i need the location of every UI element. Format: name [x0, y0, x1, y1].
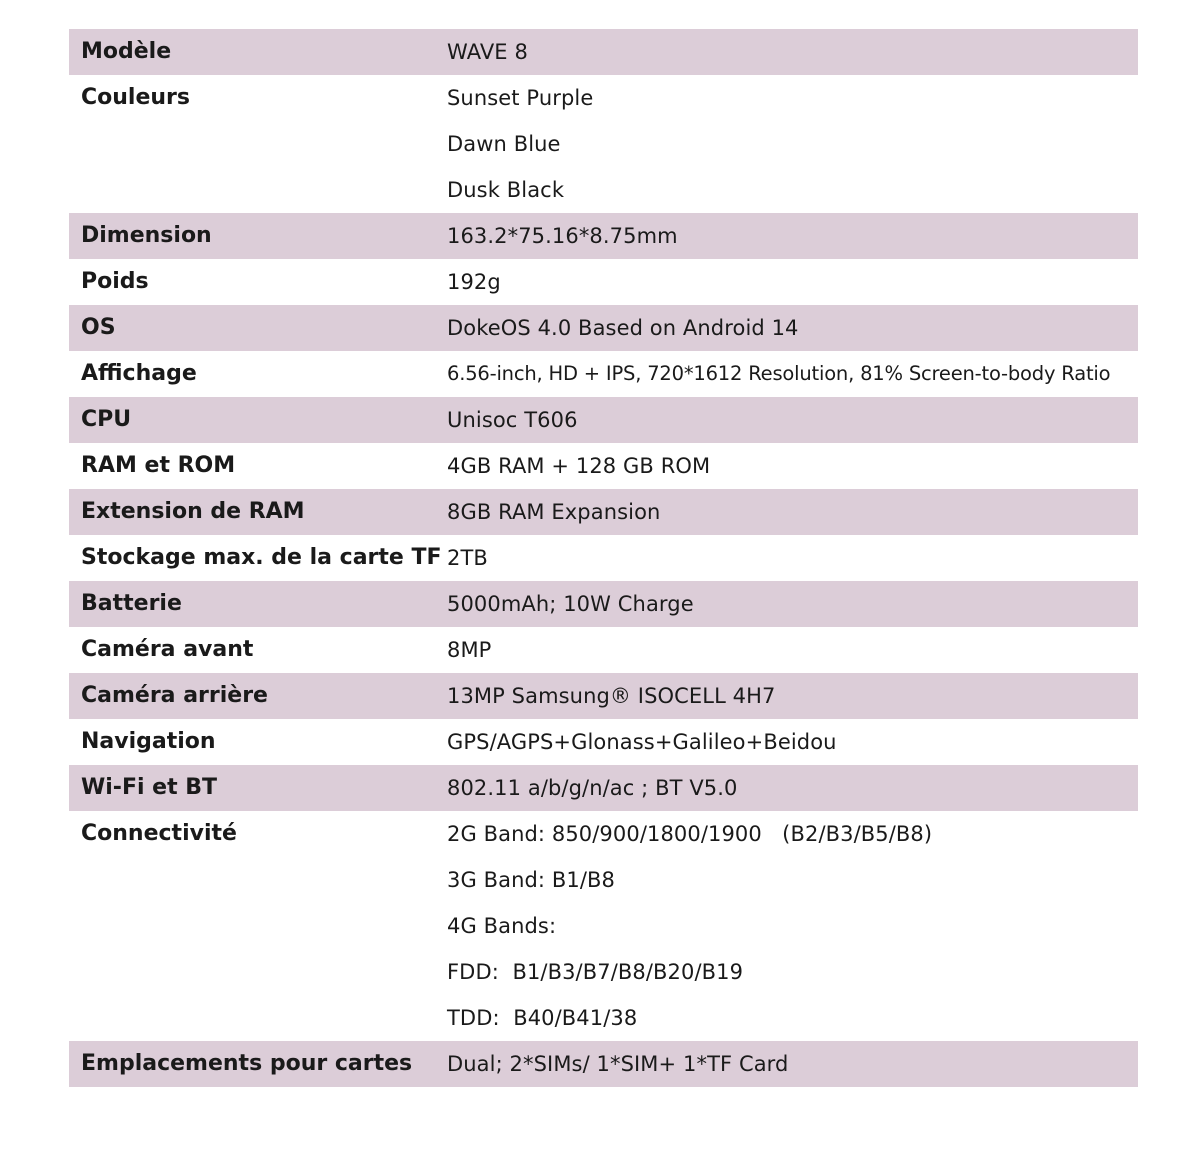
spec-row: [69, 581, 1138, 627]
spec-row: [69, 627, 1138, 673]
spec-row: [69, 489, 1138, 535]
spec-label: Affichage: [81, 361, 197, 386]
spec-values: [447, 443, 1138, 489]
spec-value: 163.2*75.16*8.75mm: [447, 224, 678, 248]
spec-value: 8MP: [447, 638, 492, 662]
spec-value: Sunset Purple: [447, 86, 594, 110]
spec-values: [447, 397, 1138, 443]
spec-value: Dual; 2*SIMs/ 1*SIM+ 1*TF Card: [447, 1052, 789, 1076]
spec-value: 2TB: [447, 546, 488, 570]
spec-label: CPU: [81, 407, 132, 432]
spec-label: Modèle: [81, 39, 172, 64]
spec-row: [69, 535, 1138, 581]
spec-value: 5000mAh; 10W Charge: [447, 592, 694, 616]
spec-values: [447, 765, 1138, 811]
spec-value: 8GB RAM Expansion: [447, 500, 661, 524]
spec-row: [69, 765, 1138, 811]
spec-value: 3G Band: B1/B8: [447, 868, 615, 892]
spec-label: Emplacements pour cartes: [81, 1051, 413, 1076]
spec-value: 192g: [447, 270, 501, 294]
spec-value: GPS/AGPS+Glonass+Galileo+Beidou: [447, 730, 837, 754]
spec-value: 2G Band: 850/900/1800/1900 (B2/B3/B5/B8): [447, 822, 933, 846]
spec-values: [447, 673, 1138, 719]
spec-values: [447, 489, 1138, 535]
spec-row: [69, 397, 1138, 443]
spec-label: Couleurs: [81, 85, 190, 110]
spec-table: [69, 29, 1138, 1087]
spec-label: Caméra arrière: [81, 683, 268, 708]
spec-values: [447, 811, 1138, 1041]
spec-values: [447, 627, 1138, 673]
spec-value: Dawn Blue: [447, 132, 561, 156]
spec-row: [69, 811, 1138, 1041]
spec-label: Extension de RAM: [81, 499, 305, 524]
spec-values: [447, 259, 1138, 305]
spec-values: [447, 535, 1138, 581]
spec-row: [69, 719, 1138, 765]
spec-row: [69, 673, 1138, 719]
spec-value: Unisoc T606: [447, 408, 578, 432]
spec-row: [69, 75, 1138, 213]
spec-label: Stockage max. de la carte TF: [81, 545, 442, 570]
spec-row: [69, 305, 1138, 351]
spec-values: [447, 213, 1138, 259]
spec-values: [447, 305, 1138, 351]
spec-value: 4GB RAM + 128 GB ROM: [447, 454, 711, 478]
spec-value: 4G Bands:: [447, 914, 557, 938]
spec-values: [447, 1041, 1138, 1087]
spec-label: OS: [81, 315, 116, 340]
spec-values: [447, 351, 1138, 397]
spec-value: 6.56-inch, HD + IPS, 720*1612 Resolution, 81% Screen-to-body Ratio: [447, 362, 1111, 385]
spec-values: [447, 29, 1138, 75]
spec-row: [69, 1041, 1138, 1087]
spec-label: Navigation: [81, 729, 216, 754]
spec-label: Batterie: [81, 591, 182, 616]
spec-value: Dusk Black: [447, 178, 565, 202]
spec-label: Wi-Fi et BT: [81, 775, 218, 800]
spec-row: [69, 351, 1138, 397]
spec-values: [447, 719, 1138, 765]
spec-value: DokeOS 4.0 Based on Android 14: [447, 316, 799, 340]
spec-label: RAM et ROM: [81, 453, 236, 478]
spec-value: 13MP Samsung® ISOCELL 4H7: [447, 684, 776, 708]
spec-label: Poids: [81, 269, 149, 294]
spec-value: WAVE 8: [447, 40, 528, 64]
spec-label: Connectivité: [81, 821, 237, 846]
spec-value: 802.11 a/b/g/n/ac ; BT V5.0: [447, 776, 738, 800]
spec-values: [447, 581, 1138, 627]
spec-values: [447, 75, 1138, 213]
spec-row: [69, 259, 1138, 305]
spec-row: [69, 29, 1138, 75]
spec-row: [69, 443, 1138, 489]
spec-label: Caméra avant: [81, 637, 254, 662]
spec-value: TDD: B40/B41/38: [447, 1006, 638, 1030]
spec-value: FDD: B1/B3/B7/B8/B20/B19: [447, 960, 744, 984]
spec-row: [69, 213, 1138, 259]
spec-label: Dimension: [81, 223, 212, 248]
